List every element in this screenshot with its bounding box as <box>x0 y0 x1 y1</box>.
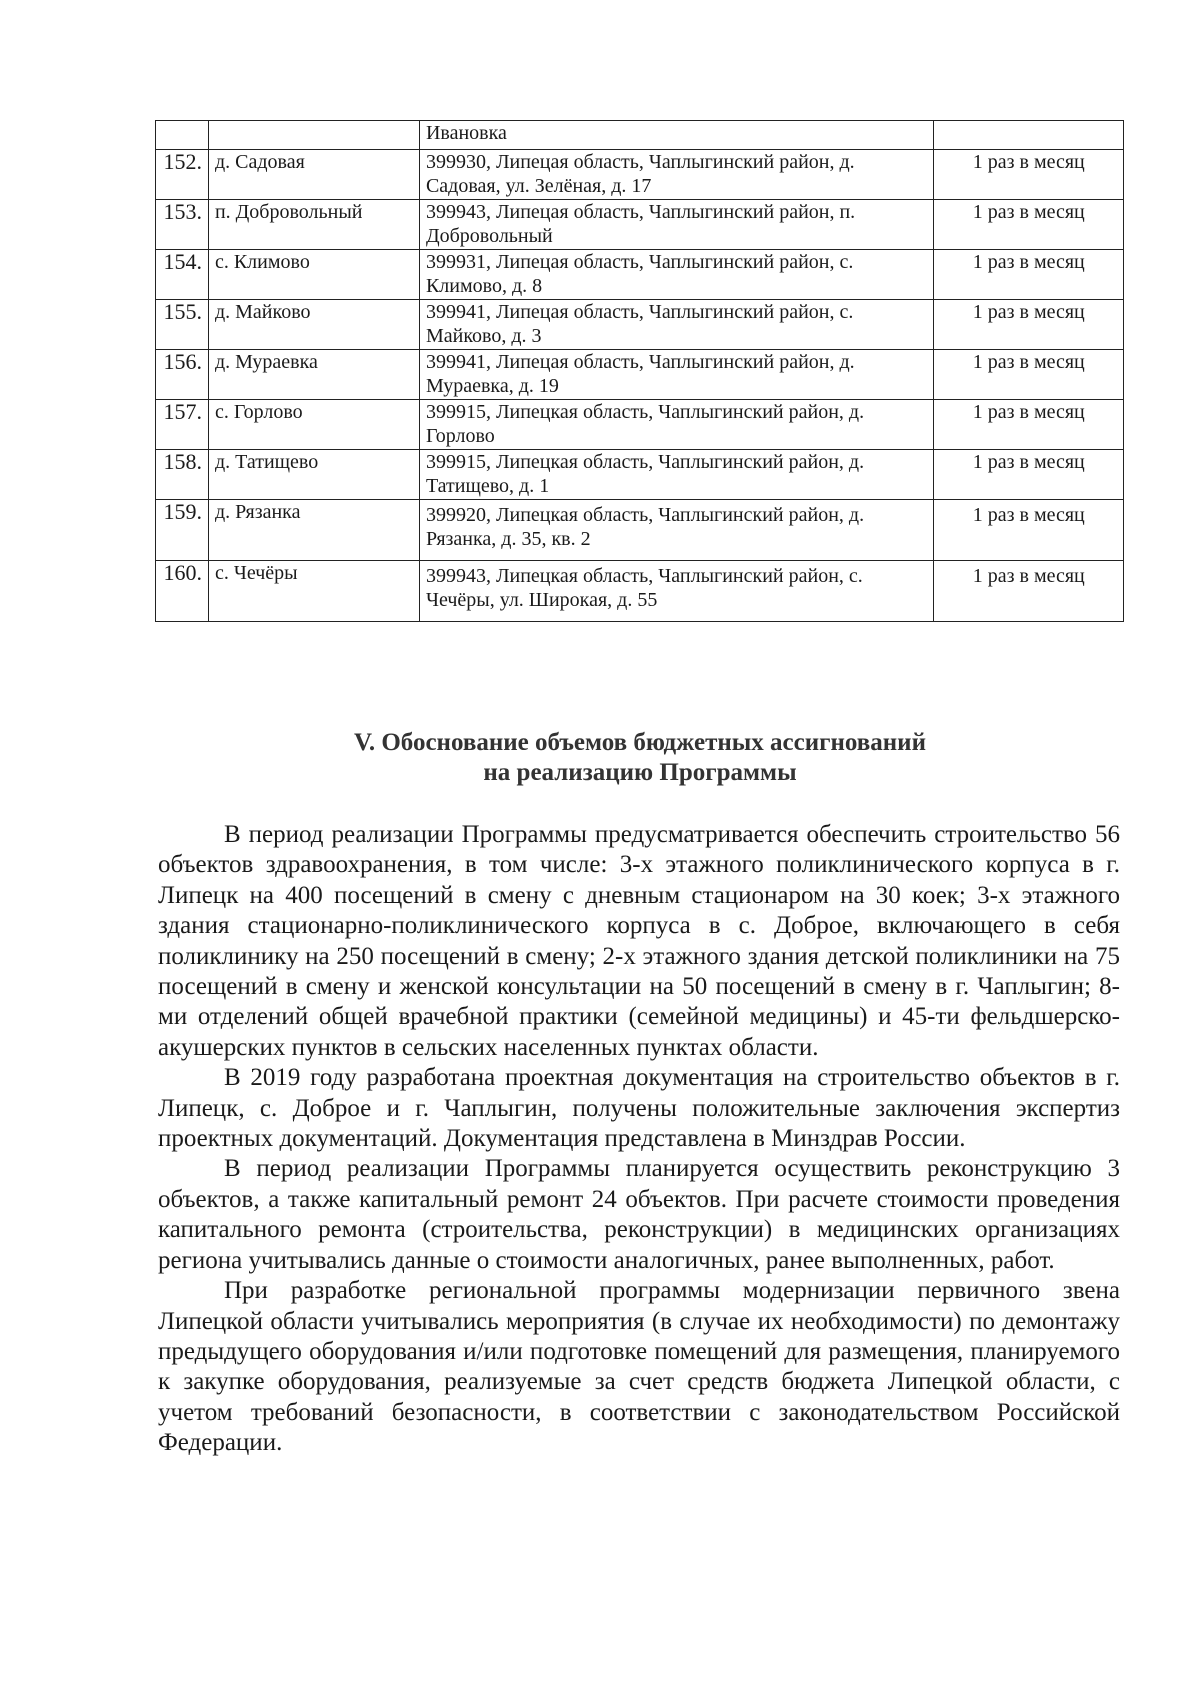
settlement-address: 399920, Липецкая область, Чаплыгинский район, д. Рязанка, д. 35, кв. 2 <box>419 500 934 561</box>
settlement-address: 399943, Липецкая область, Чаплыгинский район, с. Чечёры, ул. Широкая, д. 55 <box>419 561 934 622</box>
visit-frequency: 1 раз в месяц <box>934 200 1124 250</box>
settlement-address: 399915, Липецкая область, Чаплыгинский район, д. Горлово <box>419 400 934 450</box>
settlement-name: с. Климово <box>208 250 419 300</box>
table-row <box>156 300 1124 350</box>
table-row <box>156 500 1124 561</box>
settlement-name: д. Татищево <box>208 450 419 500</box>
row-number: 157. <box>156 400 209 450</box>
table-row <box>156 400 1124 450</box>
visit-frequency: 1 раз в месяц <box>934 250 1124 300</box>
settlement-name: с. Горлово <box>208 400 419 450</box>
section-heading <box>155 728 1125 788</box>
section-title-line-2: на реализацию Программы <box>483 759 797 786</box>
settlement-address: 399941, Липецая область, Чаплыгинский район, д. Мураевка, д. 19 <box>419 350 934 400</box>
table-row <box>156 450 1124 500</box>
settlement-address: 399915, Липецкая область, Чаплыгинский район, д. Татищево, д. 1 <box>419 450 934 500</box>
settlement-name: д. Мураевка <box>208 350 419 400</box>
row-number: 158. <box>156 450 209 500</box>
table-row <box>156 200 1124 250</box>
table-row <box>156 250 1124 300</box>
settlement-name: д. Рязанка <box>208 500 419 561</box>
table-row <box>156 150 1124 200</box>
visit-frequency <box>934 121 1124 150</box>
paragraph: В 2019 году разработана проектная документация на строительство объектов в г. Липецк, с. Доброе и г. Чаплыгин, получены положительные заключения экспертиз проектных документаций. Документация представлена в Минздрав России. <box>158 1064 1120 1153</box>
settlement-name: д. Майково <box>208 300 419 350</box>
table-row <box>156 350 1124 400</box>
settlement-address: 399941, Липецая область, Чаплыгинский район, с. Майково, д. 3 <box>419 300 934 350</box>
row-number: 152. <box>156 150 209 200</box>
settlement-name <box>208 121 419 150</box>
table-row <box>156 561 1124 622</box>
visit-frequency: 1 раз в месяц <box>934 150 1124 200</box>
paragraph: В период реализации Программы предусматривается обеспечить строительство 56 объектов здравоохранения, в том числе: 3-х этажного поликлинического корпуса в г. Липецк на 400 посещений в смену с дневным стационаром на 30 коек; 3-х этажного здания стационарно-поликлинического корпуса в с. Доброе, включающего в себя поликлинику на 250 посещений в смену; 2-х этажного здания детской поликлиники на 75 посещений в смену и женской консультации на 50 посещений в смену в г. Чаплыгин; 8-ми отделений общей врачебной практики (семейной медицины) и 45-ти фельдшерско-акушерских пунктов в сельских населенных пунктах области. <box>158 821 1120 1061</box>
row-number <box>156 121 209 150</box>
row-number: 154. <box>156 250 209 300</box>
settlement-name: п. Добровольный <box>208 200 419 250</box>
row-number: 155. <box>156 300 209 350</box>
settlements-table <box>155 120 1124 622</box>
visit-frequency: 1 раз в месяц <box>934 450 1124 500</box>
paragraph: В период реализации Программы планируется осуществить реконструкцию 3 объектов, а также капитальный ремонт 24 объектов. При расчете стоимости проведения капитального ремонта (строительства, реконструкции) в медицинских организациях региона учитывались данные о стоимости аналогичных, ранее выполненных, работ. <box>158 1155 1120 1274</box>
settlement-address: 399930, Липецая область, Чаплыгинский район, д. Садовая, ул. Зелёная, д. 17 <box>419 150 934 200</box>
settlement-name: д. Садовая <box>208 150 419 200</box>
visit-frequency: 1 раз в месяц <box>934 350 1124 400</box>
settlement-address: Ивановка <box>419 121 934 150</box>
section-body <box>158 820 1120 1459</box>
visit-frequency: 1 раз в месяц <box>934 561 1124 622</box>
settlement-address: 399943, Липецая область, Чаплыгинский район, п. Добровольный <box>419 200 934 250</box>
row-number: 160. <box>156 561 209 622</box>
paragraph: При разработке региональной программы модернизации первичного звена Липецкой области учитывались мероприятия (в случае их необходимости) по демонтажу предыдущего оборудования и/или подготовке помещений для размещения, планируемого к закупке оборудования, реализуемые за счет средств бюджета Липецкой области, с учетом требований безопасности, в соответствии с законодательством Российской Федерации. <box>158 1277 1120 1457</box>
row-number: 153. <box>156 200 209 250</box>
table-row <box>156 121 1124 150</box>
row-number: 156. <box>156 350 209 400</box>
row-number: 159. <box>156 500 209 561</box>
settlement-address: 399931, Липецая область, Чаплыгинский район, с. Климово, д. 8 <box>419 250 934 300</box>
visit-frequency: 1 раз в месяц <box>934 300 1124 350</box>
section-title-line-1: V. Обоснование объемов бюджетных ассигнований <box>354 729 926 756</box>
visit-frequency: 1 раз в месяц <box>934 500 1124 561</box>
settlement-name: с. Чечёры <box>208 561 419 622</box>
visit-frequency: 1 раз в месяц <box>934 400 1124 450</box>
